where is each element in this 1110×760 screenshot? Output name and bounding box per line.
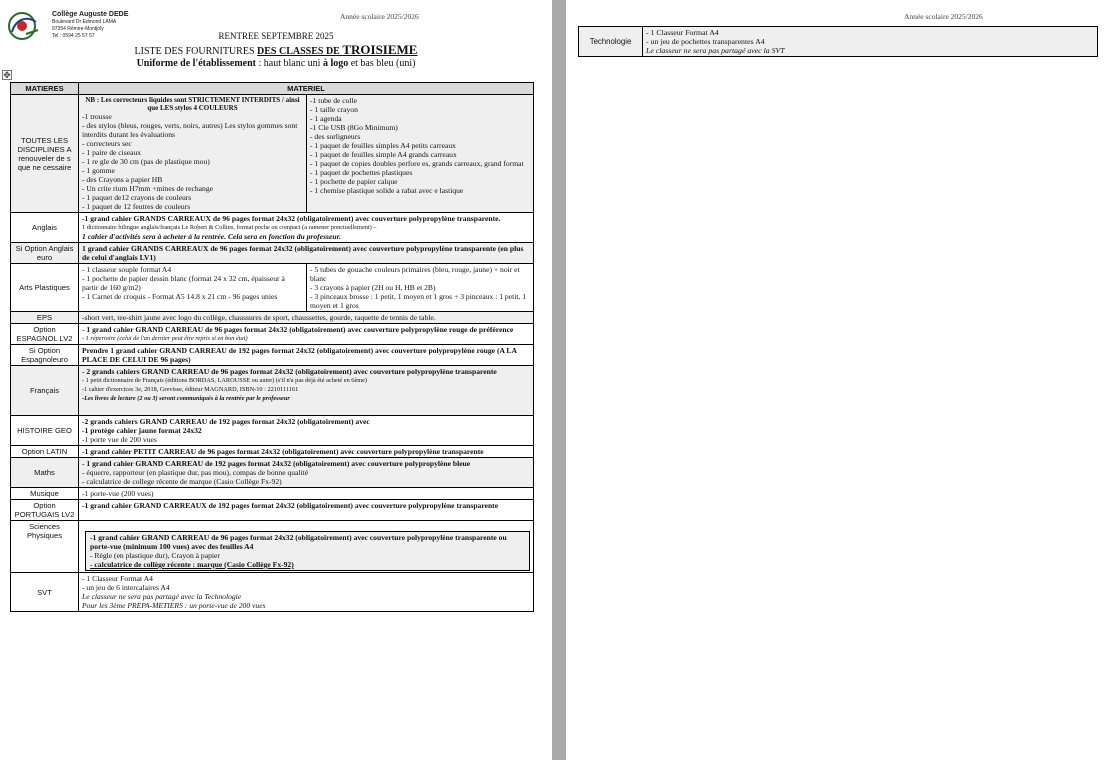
subject-arts: Arts Plastiques (11, 264, 79, 312)
material-svt (79, 573, 534, 612)
uniform-line (0, 58, 552, 69)
table-row-all (11, 95, 534, 213)
material-line: -2 grands cahiers GRAND CARREAU de 192 pages format 24x32 (obligatoirement) avec (82, 417, 370, 426)
school-phone: Tel : 0594 25 57 57 (52, 33, 95, 39)
list-item: - 1 paquet de pochettes plastiques (310, 168, 413, 177)
spacer (82, 403, 530, 414)
document-page-2 (566, 0, 1110, 760)
material-line: - équerre, rapporteur (en plastique dur, pas mou), compas de bonne qualité (82, 468, 309, 477)
material-line: 1 dictionnaire bilingue anglais/français Le Robert & Collins, format poche ou compact (a ramener ponctuellement) – (82, 224, 377, 231)
list-item: - 1 taille crayon (310, 105, 358, 114)
subject-latin: Option LATIN (11, 446, 79, 458)
subject-eps: EPS (11, 312, 79, 324)
material-line: - calculatrice de collège récente : marque (Casio Collège Fx-92) (90, 560, 294, 569)
col-header-material: MATERIEL (79, 83, 534, 95)
material-line: - calculatrice de college récente de marque (Casio Collège Fx-92) (82, 477, 282, 486)
table-row-portugais (11, 500, 534, 521)
list-item: - 1 re gle de 30 cm (pas de plastique mou) (82, 157, 210, 166)
spacer (82, 510, 530, 519)
material-line: - 1 Classeur Format A4 (646, 28, 719, 37)
material-eps (79, 312, 534, 324)
material-line: -1 porte-vue (200 vues) (82, 489, 154, 498)
material-line: -1 grand cahier PETIT CARREAU de 96 pages format 24x32 (obligatoirement) avec couverture polypropylène transparente (82, 447, 484, 456)
material-arts-right (307, 264, 534, 312)
material-sciences (79, 521, 534, 573)
table-row-svt (11, 573, 534, 612)
material-francais (79, 366, 534, 416)
list-item: - 1 chemise plastique solide a rabat avec e lastique (310, 186, 464, 195)
rentree-title: RENTREE SEPTEMBRE 2025 (218, 31, 334, 41)
material-arts-left (79, 264, 307, 312)
list-item: - des surligneurs (310, 132, 361, 141)
material-portugais (79, 500, 534, 521)
table-move-handle-icon[interactable]: ✥ (3, 70, 11, 80)
material-maths (79, 458, 534, 488)
page-gutter (552, 0, 566, 760)
list-title (0, 42, 552, 58)
table-row-espagnol-euro (11, 345, 534, 366)
list-item: - des stylos (bleus, rouges, verts, noirs, autres) Les stylos gommes sont interdits durant les évaluations (82, 121, 298, 139)
nb-note: NB : Les correcteurs liquides sont STRICTEMENT INTERDITS / ainsi que LES stylos 4 COULEURS (85, 96, 300, 112)
subject-technologie: Technologie (579, 27, 643, 57)
school-name: Collège Auguste DEDE (52, 11, 129, 18)
list-item: - 1 agenda (310, 114, 342, 123)
material-all-right (307, 95, 534, 213)
material-histoire (79, 416, 534, 446)
subject-anglais: Anglais (11, 213, 79, 243)
subject-portugais: Option PORTUGAIS LV2 (11, 500, 79, 521)
list-item: - 1 paire de ciseaux (82, 148, 142, 157)
material-anglais-euro (79, 243, 534, 264)
material-technologie (643, 27, 1098, 57)
table-row-anglais (11, 213, 534, 243)
material-line: Le classeur ne sera pas partagé avec la Technologie (82, 592, 242, 601)
list-item: -1 trousse (82, 112, 112, 121)
material-line: -1 grand cahier GRAND CARREAUX de 192 pages format 24x32 (obligatoirement) avec couverture polypropylène transparente (82, 501, 499, 510)
subject-espagnol-euro: Si Option Espagnoleuro (11, 345, 79, 366)
list-item: - 5 tubes de gouache couleurs primaires (bleu, rouge, jaune) + noir et blanc (310, 265, 520, 283)
table-row-latin (11, 446, 534, 458)
list-item: - 1 Carnet de croquis - Format A5 14.8 x 21 cm - 96 pages unies (82, 292, 278, 301)
material-line: - 1 grand cahier GRAND CARREAU de 96 pages format 24x32 (obligatoirement) avec couverture polypropylène rouge de préférence (82, 325, 514, 334)
table-row-espagnol (11, 324, 534, 345)
material-espagnol (79, 324, 534, 345)
school-year-page2: Année scolaire 2025/2026 (904, 12, 983, 21)
table-row-anglais-euro (11, 243, 534, 264)
material-musique (79, 488, 534, 500)
material-line: - Règle (en plastique dur), Crayon à papier (90, 551, 220, 560)
subject-sciences: Sciences Physiques (11, 521, 79, 573)
material-line: -1 porte vue de 200 vues (82, 435, 157, 444)
material-line: -1 grand cahier GRAND CARREAU de 96 pages format 24x32 (obligatoirement) avec couverture polypropylène transparente ou porte-vue (minimum 100 vues) avec des feuilles A4 (90, 533, 507, 551)
list-item: - correcteurs sec (82, 139, 132, 148)
material-anglais (79, 213, 534, 243)
list-item: - des Crayons a papier HB (82, 175, 163, 184)
sciences-box (85, 531, 530, 571)
supplies-table (10, 82, 534, 612)
list-title-level: TROISIEME (342, 42, 418, 57)
material-line: -1 cahier d'exercices 3e, 2018, Grevisse, éditeur MAGNARD, ISBN-10 : 2210111161 (82, 386, 299, 393)
uniform-logo: à logo (322, 58, 349, 69)
material-line: - un jeu de 6 intercalaires A4 (82, 583, 170, 592)
subject-all: TOUTES LES DISCIPLINES A renouveler de s que ne cessaire (11, 95, 79, 213)
table-row-francais (11, 366, 534, 416)
table-row-sciences (11, 521, 534, 573)
material-line: - 1 répertoire (celui de l'an dernier peut être repris si en bon état) (82, 335, 248, 342)
material-all-left (79, 95, 307, 213)
subject-anglais-euro: Si Option Anglais euro (11, 243, 79, 264)
table-row-arts (11, 264, 534, 312)
material-line: Prendre 1 grand cahier GRAND CARREAU de 192 pages format 24x32 (obligatoirement) avec couverture polypropylène rouge (A LA PLACE DE CELUI DE 96 pages) (82, 346, 517, 364)
list-item: - 1 classeur souple format A4 (82, 265, 172, 274)
subject-francais: Français (11, 366, 79, 416)
list-item: - 1 paquet de12 crayons de couleurs (82, 193, 192, 202)
uniform-label: Uniforme de l'établissement (136, 58, 256, 69)
list-item: - 1 paquet de copies doubles perfore es, grands carreaux, grand format (310, 159, 524, 168)
list-title-prefix: LISTE DES FOURNITURES (134, 46, 258, 57)
list-item: - 1 pochette de papier dessin blanc (format 24 x 32 cm, épaisseur à partir de 160 g/m2) (82, 274, 285, 292)
list-item: - Un crite rium H7mm +mines de rechange (82, 184, 214, 193)
table-row-technologie (579, 27, 1098, 57)
uniform-end: et bas bleu (uni) (348, 58, 416, 69)
school-city: 97354 Rémire-Montjoly (52, 26, 104, 32)
material-line: - 2 grands cahiers GRAND CARREAU de 96 pages format 24x32 (obligatoirement) avec couverture polypropylène transparente (82, 367, 497, 376)
material-line: Le classeur ne sera pas partagé avec la SVT (646, 46, 785, 55)
material-line: -1 grand cahier GRANDS CARREAUX de 96 pages format 24x32 (obligatoirement) avec couverture polypropylène transparente. (82, 214, 501, 223)
list-item: - 1 paquet de feuilles simple A4 grands carreaux (310, 150, 457, 159)
material-line: 1 grand cahier GRANDS CARREAUX de 96 pages format 24x32 (obligatoirement) avec couverture polypropylène transparente (en plus de celui d'anglais LV1) (82, 244, 524, 262)
material-line: -short vert, tee-shirt jaune avec logo du collège, chaussures de sport, chaussettes, gourde, raquette de tennis de table. (82, 313, 436, 322)
list-item: - 1 paquet de feuilles simples A4 petits carreaux (310, 141, 456, 150)
material-line: -Les livres de lecture (2 ou 3) seront communiqués à la rentrée par le professeur (82, 395, 290, 402)
material-line: - 1 petit dictionnaire de Français (éditions BORDAS, LAROUSSE ou autre) (s'il n'a pas déjà été acheté en 6ème) (82, 377, 368, 384)
table-row-histoire (11, 416, 534, 446)
material-line: - 1 grand cahier GRAND CARREAU de 192 pages format 24x32 (obligatoirement) avec couverture polypropylène bleue (82, 459, 471, 468)
list-item: - 3 pinceaux brosse : 1 petit, 1 moyen et 1 gros + 3 pinceaux : 1 petit, 1 moyen et 1 gros (310, 292, 527, 310)
subject-svt: SVT (11, 573, 79, 612)
table-row-maths (11, 458, 534, 488)
material-line: Pour les 3ème PREPA-METIERS : un porte-vue de 200 vues (82, 601, 266, 610)
subject-musique: Musique (11, 488, 79, 500)
list-title-classes: DES CLASSES DE (257, 46, 343, 57)
school-address: Boulevard Dr Edmond LAMA (52, 19, 117, 25)
subject-maths: Maths (11, 458, 79, 488)
material-line: -1 protège cahier jaune format 24x32 (82, 426, 202, 435)
material-line: - un jeu de pochettes transparentes A4 (646, 37, 765, 46)
list-item: -1 Cle USB (8Go Minimum) (310, 123, 398, 132)
list-item: - 1 paquet de 12 feutres de couleurs (82, 202, 191, 211)
table-row-eps (11, 312, 534, 324)
uniform-rest: : haut blanc uni (256, 58, 323, 69)
material-latin (79, 446, 534, 458)
material-line: 1 cahier d'activités sera à acheter à la rentrée. Cela sera en fonction du professeur. (82, 232, 342, 241)
school-year: Année scolaire 2025/2026 (340, 12, 419, 21)
table-row-musique (11, 488, 534, 500)
col-header-subject: MATIERES (11, 83, 79, 95)
material-espagnol-euro (79, 345, 534, 366)
list-item: -1 tube de colle (310, 96, 358, 105)
list-item: - 3 crayons à papier (2H ou H, HB et 2B) (310, 283, 436, 292)
subject-espagnol: Option ESPAGNOL LV2 (11, 324, 79, 345)
list-item: - 1 pochette de papier calque (310, 177, 398, 186)
material-line: - 1 Classeur Format A4 (82, 574, 153, 583)
list-item: - 1 gomme (82, 166, 115, 175)
subject-histoire: HISTOIRE GEO (11, 416, 79, 446)
table-header-row (11, 83, 534, 95)
technologie-table (578, 26, 1098, 57)
document-page-1 (0, 0, 552, 760)
